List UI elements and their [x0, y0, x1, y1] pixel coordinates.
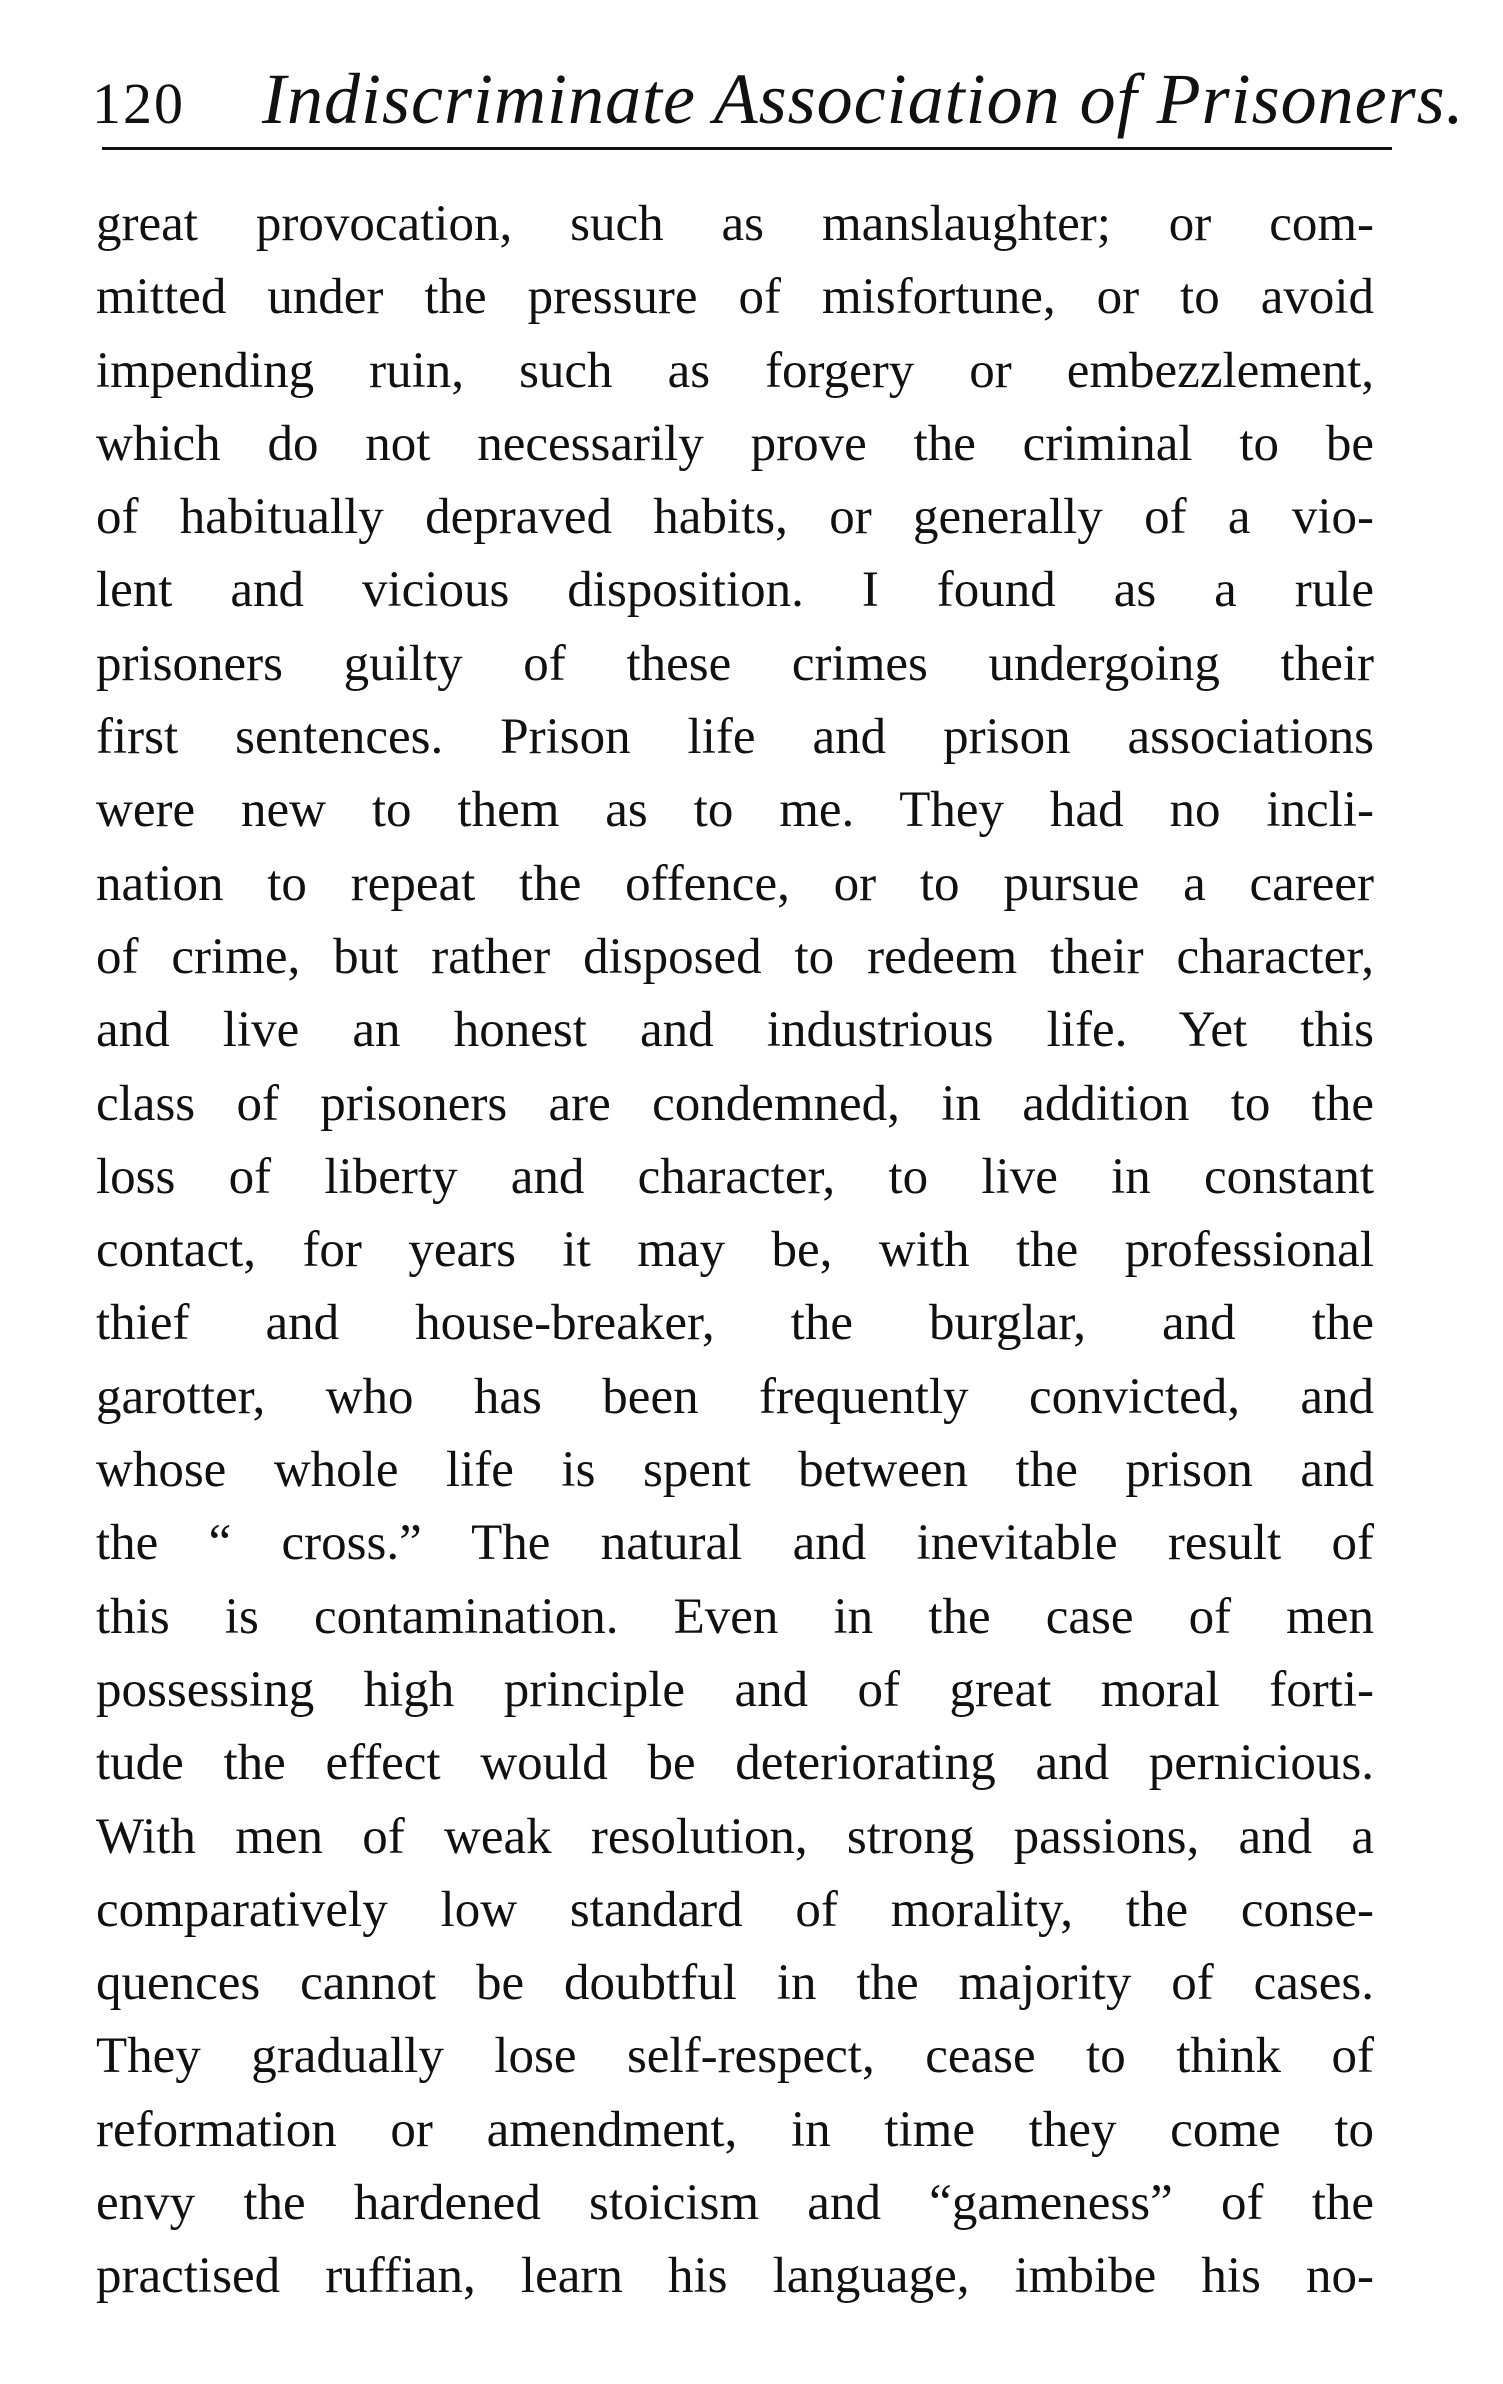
- text-line: prisoners guilty of these crimes undergoing their: [96, 635, 1374, 692]
- running-head: [92, 58, 1465, 158]
- text-line: contact, for years it may be, with the professional: [96, 1222, 1374, 1279]
- text-line: first sentences. Prison life and prison associations: [96, 709, 1374, 766]
- text-line: which do not necessarily prove the criminal to be: [96, 415, 1374, 472]
- text-line: and live an honest and industrious life. Yet this: [96, 1002, 1374, 1059]
- text-line: great provocation, such as manslaughter; or com-: [96, 196, 1374, 252]
- text-line: class of prisoners are condemned, in addition to the: [96, 1075, 1374, 1132]
- text-line: mitted under the pressure of misfortune, or to avoid: [96, 269, 1374, 326]
- text-line: were new to them as to me. They had no incli-: [96, 782, 1374, 839]
- text-line: garotter, who has been frequently convicted, and: [96, 1368, 1374, 1425]
- text-line: lent and vicious disposition. I found as a rule: [96, 562, 1374, 619]
- text-line: They gradually lose self-respect, cease to think of: [96, 2028, 1374, 2085]
- text-line: tude the effect would be deteriorating and pernicious.: [96, 1735, 1374, 1792]
- text-line: whose whole life is spent between the prison and: [96, 1442, 1374, 1499]
- text-line: loss of liberty and character, to live in constant: [96, 1148, 1374, 1205]
- text-line: With men of weak resolution, strong passions, and a: [96, 1808, 1374, 1865]
- text-line: impending ruin, such as forgery or embezzlement,: [96, 342, 1374, 399]
- header-rule: [102, 147, 1392, 150]
- text-line: of habitually depraved habits, or generally of a vio-: [96, 489, 1374, 546]
- page-number: 120: [92, 71, 185, 136]
- text-line: thief and house-breaker, the burglar, and the: [96, 1295, 1374, 1352]
- body-text: [96, 188, 1374, 2314]
- text-line: nation to repeat the offence, or to pursue a career: [96, 855, 1374, 912]
- text-line: the “ cross.” The natural and inevitable result of: [96, 1515, 1374, 1572]
- text-line: reformation or amendment, in time they come to: [96, 2101, 1374, 2158]
- text-line: envy the hardened stoicism and “gameness” of the: [96, 2175, 1374, 2232]
- text-line: quences cannot be doubtful in the majority of cases.: [96, 1955, 1374, 2012]
- running-title: Indiscriminate Association of Prisoners.: [262, 59, 1465, 139]
- text-line: this is contamination. Even in the case of men: [96, 1588, 1374, 1645]
- text-line: possessing high principle and of great moral forti-: [96, 1661, 1374, 1718]
- text-line: of crime, but rather disposed to redeem their character,: [96, 928, 1374, 985]
- text-line: comparatively low standard of morality, the conse-: [96, 1881, 1374, 1938]
- text-line: practised ruffian, learn his language, imbibe his no-: [96, 2248, 1374, 2305]
